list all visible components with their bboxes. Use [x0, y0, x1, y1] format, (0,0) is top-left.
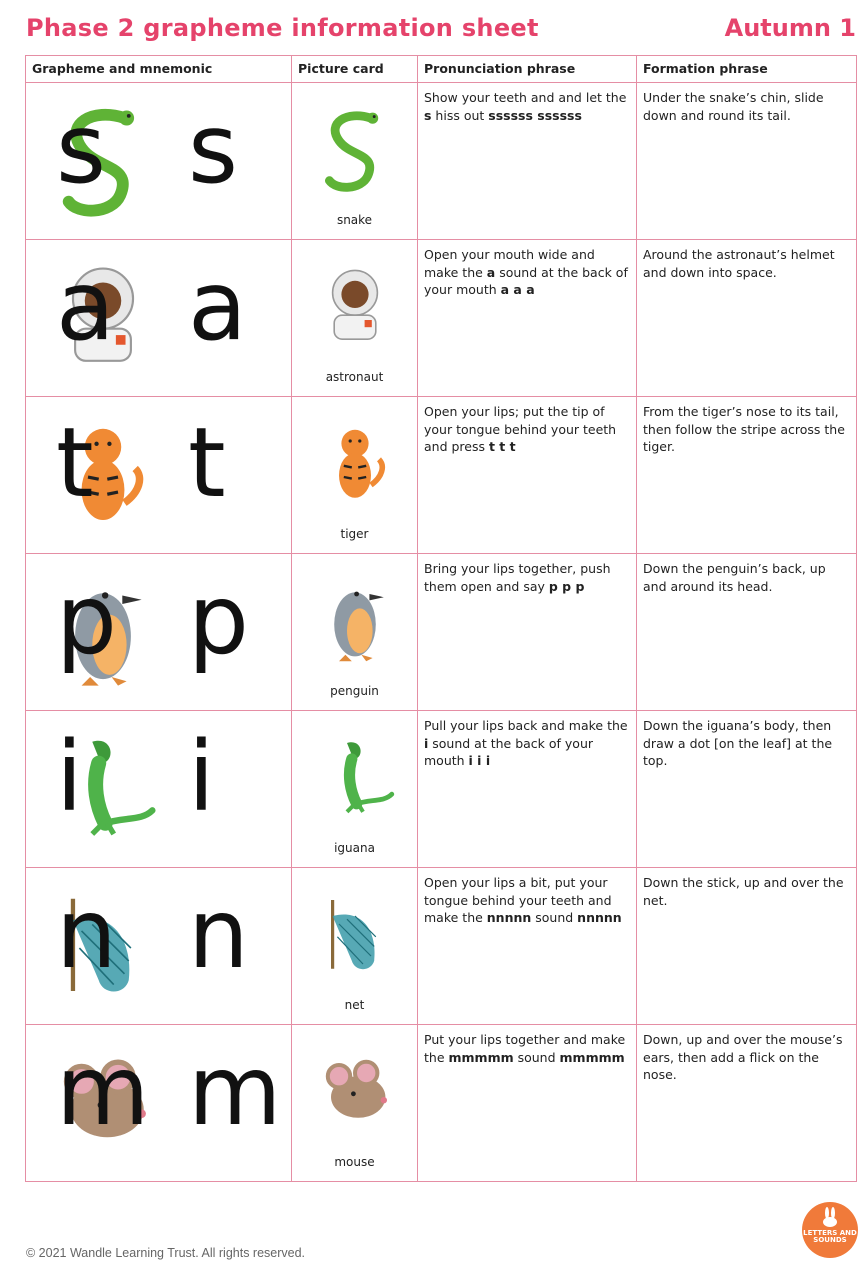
pronunciation-text: Show your teeth and and let the	[424, 90, 627, 105]
table-row	[26, 868, 857, 1025]
pronunciation-text: hiss out	[431, 107, 489, 123]
snake-icon	[315, 101, 395, 201]
pronunciation-sound: i i i	[468, 753, 491, 768]
pronunciation-text: Open your lips a bit, put your tongue behind your teeth and make the	[424, 875, 612, 925]
grapheme-mnemonic-letter: s	[56, 93, 107, 205]
pronunciation-text: sound	[513, 1049, 560, 1065]
table-header-row	[26, 56, 857, 83]
formation-cell	[637, 1025, 857, 1182]
page-title: Phase 2 grapheme information sheet	[26, 14, 539, 42]
pronunciation-text: Pull your lips back and make the	[424, 718, 628, 733]
grapheme-letter: s	[188, 93, 239, 205]
grapheme-cell	[26, 240, 292, 397]
grapheme-letter: t	[188, 407, 226, 519]
grapheme-letter: m	[188, 1035, 282, 1147]
pronunciation-sound: nnnnn	[486, 910, 532, 925]
pronunciation-text: sound at the back of your mouth	[424, 735, 594, 768]
pronunciation-cell	[418, 240, 637, 397]
column-header: Picture card	[292, 56, 418, 83]
astronaut-icon	[315, 258, 395, 358]
grapheme-cell	[26, 711, 292, 868]
pronunciation-text: sound	[531, 910, 578, 925]
picture-card-cell	[292, 868, 418, 1025]
grapheme-letter: a	[188, 250, 247, 362]
picture-card-cell	[292, 1025, 418, 1182]
picture-label: astronaut	[325, 370, 384, 384]
formation-text: Around the astronaut’s helmet and down into space.	[643, 247, 835, 280]
penguin-icon	[315, 572, 395, 672]
copyright-notice: © 2021 Wandle Learning Trust. All rights reserved.	[26, 1246, 306, 1260]
pronunciation-text: Open your lips; put the tip of your tongue behind your teeth and press	[424, 404, 617, 454]
pronunciation-sound: ssssss ssssss	[488, 107, 582, 123]
picture-label: iguana	[334, 841, 375, 855]
pronunciation-sound: a	[486, 264, 496, 280]
picture-label: snake	[336, 213, 373, 227]
pronunciation-cell	[418, 1025, 637, 1182]
grapheme-mnemonic-letter: i	[56, 721, 83, 833]
formation-text: From the tiger’s nose to its tail, then follow the stripe across the tiger.	[643, 404, 845, 454]
grapheme-cell	[26, 83, 292, 240]
grapheme-mnemonic-letter: n	[56, 878, 117, 990]
picture-label: penguin	[330, 684, 379, 698]
formation-cell	[637, 554, 857, 711]
column-header: Pronunciation phrase	[418, 56, 637, 83]
grapheme-cell	[26, 868, 292, 1025]
pronunciation-sound: nnnnn	[577, 910, 622, 925]
pronunciation-cell	[418, 397, 637, 554]
grapheme-letter: n	[188, 878, 249, 990]
pronunciation-text: sound at the back of your mouth	[424, 264, 628, 297]
formation-cell	[637, 711, 857, 868]
rabbit-icon	[802, 1202, 858, 1232]
net-icon	[315, 886, 395, 986]
picture-label: mouse	[334, 1155, 375, 1169]
grapheme-mnemonic-letter: a	[56, 250, 115, 362]
formation-cell	[637, 397, 857, 554]
mouse-icon	[315, 1043, 395, 1143]
grapheme-cell	[26, 397, 292, 554]
grapheme-letter: i	[188, 721, 215, 833]
pronunciation-text: Bring your lips together, push them open and say	[424, 561, 611, 594]
table-row	[26, 83, 857, 240]
picture-label: tiger	[340, 527, 369, 541]
pronunciation-sound: s	[424, 107, 432, 123]
logo-text: LETTERS AND SOUNDS	[803, 1229, 857, 1244]
pronunciation-sound: t t t	[488, 439, 516, 454]
pronunciation-cell	[418, 868, 637, 1025]
pronunciation-sound: p p p	[548, 578, 585, 594]
grapheme-mnemonic-letter: p	[56, 564, 117, 676]
formation-cell	[637, 83, 857, 240]
picture-card-cell	[292, 397, 418, 554]
pronunciation-text: Open your mouth wide and make the	[424, 247, 595, 280]
formation-text: Down, up and over the mouse’s ears, then add a flick on the nose.	[643, 1032, 843, 1082]
picture-card-cell	[292, 83, 418, 240]
table-row	[26, 240, 857, 397]
grapheme-letter: p	[188, 564, 249, 676]
table-row	[26, 397, 857, 554]
formation-cell	[637, 240, 857, 397]
grapheme-mnemonic-letter: m	[56, 1035, 150, 1147]
column-header: Formation phrase	[637, 56, 857, 83]
picture-card-cell	[292, 711, 418, 868]
picture-label: net	[344, 998, 365, 1012]
grapheme-table	[25, 55, 857, 1182]
column-header: Grapheme and mnemonic	[26, 56, 292, 83]
grapheme-mnemonic-letter: t	[56, 407, 94, 519]
tiger-icon	[315, 415, 395, 515]
table-row	[26, 1025, 857, 1182]
pronunciation-sound: i	[424, 735, 429, 751]
formation-text: Down the stick, up and over the net.	[643, 875, 844, 908]
pronunciation-sound: a a a	[500, 282, 535, 297]
pronunciation-sound: mmmmm	[448, 1049, 514, 1065]
formation-text: Down the iguana’s body, then draw a dot [on the leaf] at the top.	[643, 718, 833, 768]
formation-cell	[637, 868, 857, 1025]
letters-and-sounds-logo	[802, 1202, 858, 1258]
pronunciation-text: Put your lips together and make the	[424, 1032, 626, 1065]
pronunciation-cell	[418, 711, 637, 868]
grapheme-cell	[26, 554, 292, 711]
table-row	[26, 554, 857, 711]
pronunciation-sound: mmmmm	[559, 1049, 625, 1065]
pronunciation-cell	[418, 83, 637, 240]
picture-card-cell	[292, 554, 418, 711]
page-header	[26, 14, 856, 50]
pronunciation-cell	[418, 554, 637, 711]
table-row	[26, 711, 857, 868]
term-label: Autumn 1	[724, 14, 856, 42]
iguana-icon	[315, 729, 395, 829]
grapheme-cell	[26, 1025, 292, 1182]
picture-card-cell	[292, 240, 418, 397]
formation-text: Under the snake’s chin, slide down and round its tail.	[643, 90, 824, 123]
formation-text: Down the penguin’s back, up and around its head.	[643, 561, 826, 594]
